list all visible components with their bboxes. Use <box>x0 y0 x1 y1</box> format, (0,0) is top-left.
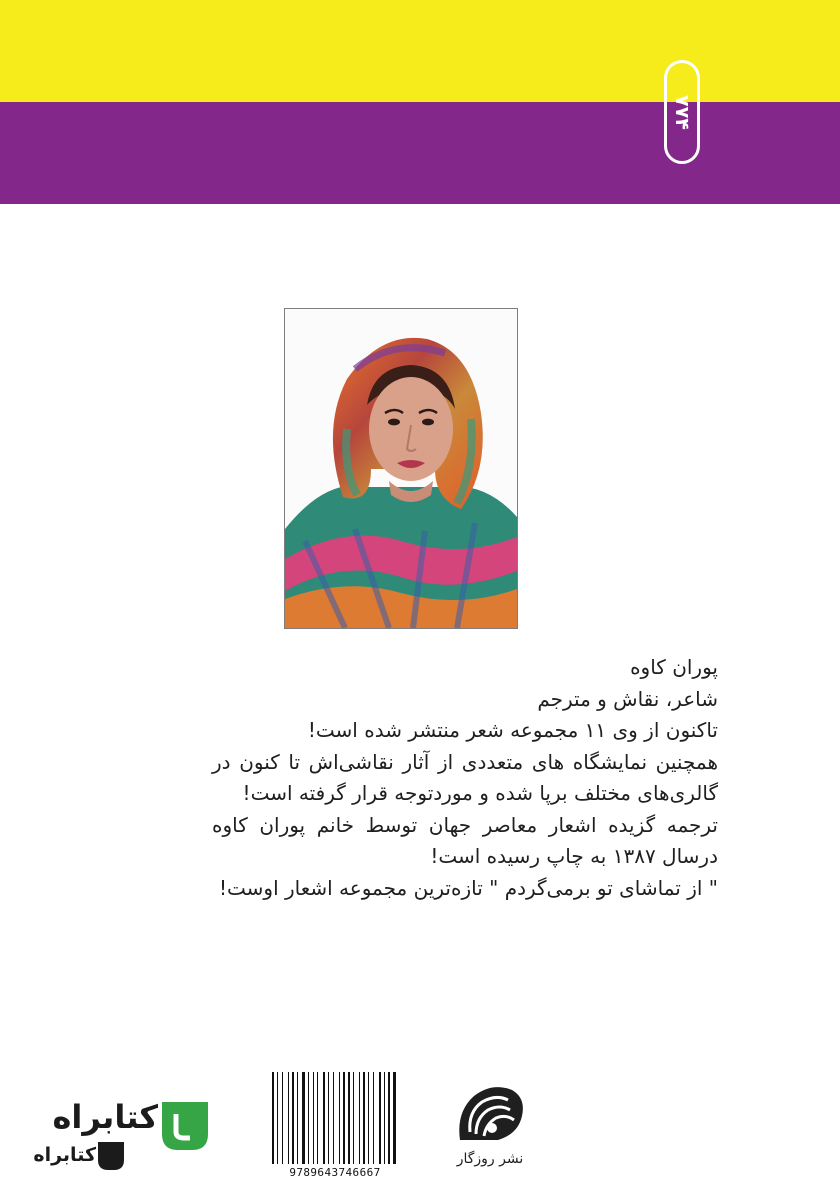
author-roles: شاعر، نقاش و مترجم <box>537 686 718 711</box>
top-yellow-band <box>0 0 840 102</box>
author-name: پوران کاوه <box>630 655 718 679</box>
brand-leaf-icon <box>158 1094 212 1154</box>
bio-paragraph: " از تماشای تو برمی‌گردم " تازه‌ترین مجموعه اشعار اوست! <box>219 875 718 900</box>
isbn-barcode <box>268 1072 402 1180</box>
isbn-number: 9789643746667 <box>289 1166 381 1179</box>
watermark-brand-small: کتابراه <box>33 1144 96 1166</box>
brand-mark-icon <box>96 1138 126 1172</box>
purple-band <box>0 102 840 204</box>
series-number-badge <box>664 60 700 164</box>
publisher-name: نشر روزگار <box>456 1151 524 1167</box>
watermark-brand: کتابراه <box>52 1098 158 1136</box>
publisher-logo-icon <box>452 1082 528 1148</box>
barcode-bars <box>272 1072 398 1164</box>
portrait-illustration <box>285 309 517 628</box>
bio-paragraph: همچنین نمایشگاه های متعددی از آثار نقاشی‌اش تا کنون در گالری‌های مختلف برپا شده و موردتوجه قرار گرفته است! <box>212 749 718 805</box>
bio-paragraph: تاکنون از وی ۱۱ مجموعه شعر منتشر شده است! <box>307 718 718 742</box>
author-biography <box>212 652 718 904</box>
series-number: ۷۷۴ <box>671 94 693 130</box>
author-portrait <box>284 308 518 629</box>
watermark-logo <box>8 1094 208 1186</box>
bio-paragraph: ترجمه گزیده اشعار معاصر جهان توسط خانم پوران کاوه درسال ۱۳۸۷ به چاپ رسیده است! <box>212 812 718 868</box>
